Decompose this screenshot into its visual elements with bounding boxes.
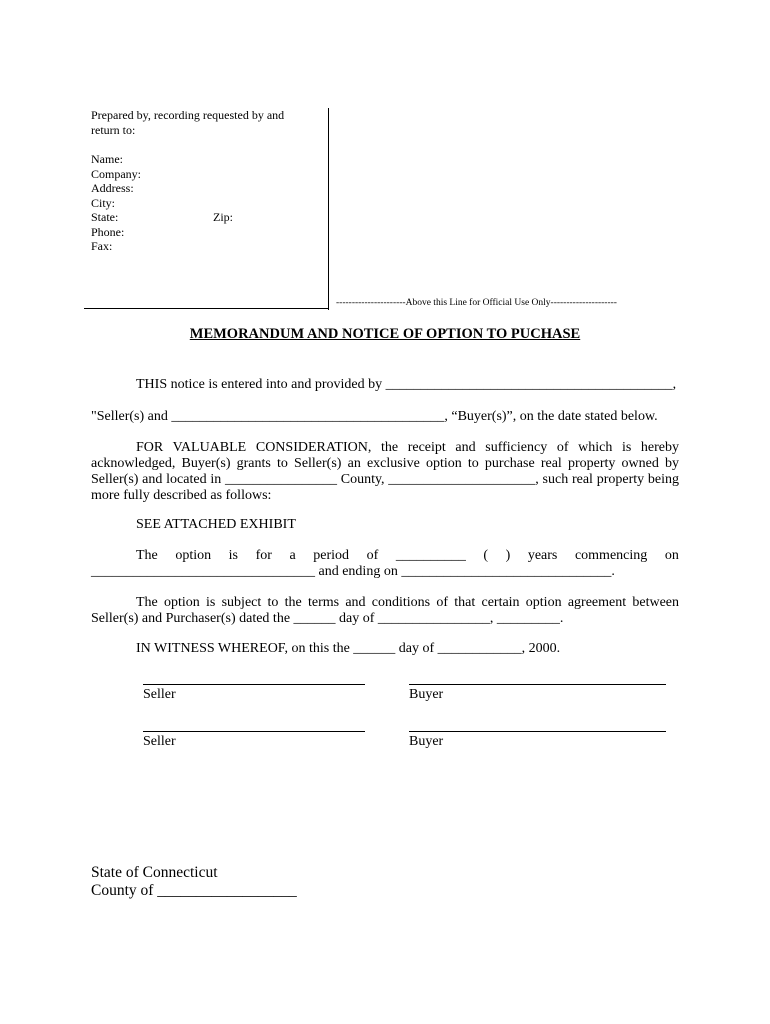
terms-paragraph xyxy=(91,595,679,627)
word: option xyxy=(175,548,212,563)
consideration-paragraph xyxy=(91,440,679,504)
word: period xyxy=(313,548,350,563)
notary-block xyxy=(91,864,297,900)
consideration-line2: acknowledged, Buyer(s) grants to Seller(s) an exclusive option to purchase real property owned by xyxy=(91,456,679,471)
option-period-line2: ________________________________ and ending on ______________________________. xyxy=(91,564,615,579)
zip-label: Zip: xyxy=(213,210,233,224)
city-label: City: xyxy=(91,195,116,210)
state-label: State: xyxy=(91,210,119,224)
consideration-line3: Seller(s) and located in ________________ County, _____________________, such real property being xyxy=(91,472,679,487)
option-period-line1 xyxy=(91,548,679,564)
option-period-paragraph xyxy=(91,548,679,580)
document-title: MEMORANDUM AND NOTICE OF OPTION TO PUCHASE xyxy=(189,326,581,342)
name-label: Name: xyxy=(91,152,123,166)
buyer-label-1: Buyer xyxy=(409,687,444,702)
consideration-line1: FOR VALUABLE CONSIDERATION, the receipt and sufficiency of which is hereby xyxy=(136,440,679,455)
word: on xyxy=(664,548,679,563)
word: a xyxy=(289,548,296,563)
witness-statement: IN WITNESS WHEREOF, on this the ______ day of ____________, 2000. xyxy=(136,641,561,656)
official-use-line: ----------------------Above this Line for Official Use Only--------------------- xyxy=(336,298,617,308)
prepared-by-block xyxy=(91,108,284,137)
buyer-signature-line-1 xyxy=(409,684,666,685)
seller-buyer-paragraph: "Seller(s) and _______________________________________, “Buyer(s)”, on the date stated below. xyxy=(91,409,658,424)
exhibit-reference: SEE ATTACHED EXHIBIT xyxy=(136,517,296,532)
seller-signature-line-1 xyxy=(143,684,365,685)
word: is xyxy=(228,548,239,563)
return-address-fields xyxy=(91,152,233,254)
word: of xyxy=(366,548,379,563)
word: years xyxy=(527,548,558,563)
seller-signature-line-2 xyxy=(143,731,365,732)
word: ) xyxy=(505,548,511,563)
word: commencing xyxy=(574,548,648,563)
terms-line2: Seller(s) and Purchaser(s) dated the ______ day of ________________, _________. xyxy=(91,611,564,626)
fax-label: Fax: xyxy=(91,239,113,253)
buyer-signature-line-2 xyxy=(409,731,666,732)
prepared-by-line1: Prepared by, recording requested by and xyxy=(91,108,285,122)
notice-paragraph: THIS notice is entered into and provided by _________________________________________, xyxy=(136,377,677,392)
terms-line1: The option is subject to the terms and conditions of that certain option agreement between xyxy=(136,595,679,610)
address-label: Address: xyxy=(91,181,134,195)
header-box-right-border xyxy=(328,108,329,310)
buyer-label-2: Buyer xyxy=(409,734,444,749)
period-blank: __________ xyxy=(395,548,466,563)
notary-county: County of __________________ xyxy=(91,882,297,899)
phone-label: Phone: xyxy=(91,224,125,239)
state-zip-row xyxy=(91,210,233,225)
seller-label-1: Seller xyxy=(143,687,176,702)
company-label: Company: xyxy=(91,166,141,181)
word: for xyxy=(255,548,272,563)
word: The xyxy=(136,548,158,563)
consideration-line4: more fully described as follows: xyxy=(91,488,272,503)
header-box-bottom-border xyxy=(84,308,329,309)
notary-state: State of Connecticut xyxy=(91,864,218,881)
prepared-by-line2: return to: xyxy=(91,122,136,137)
seller-label-2: Seller xyxy=(143,734,176,749)
word: ( xyxy=(483,548,489,563)
